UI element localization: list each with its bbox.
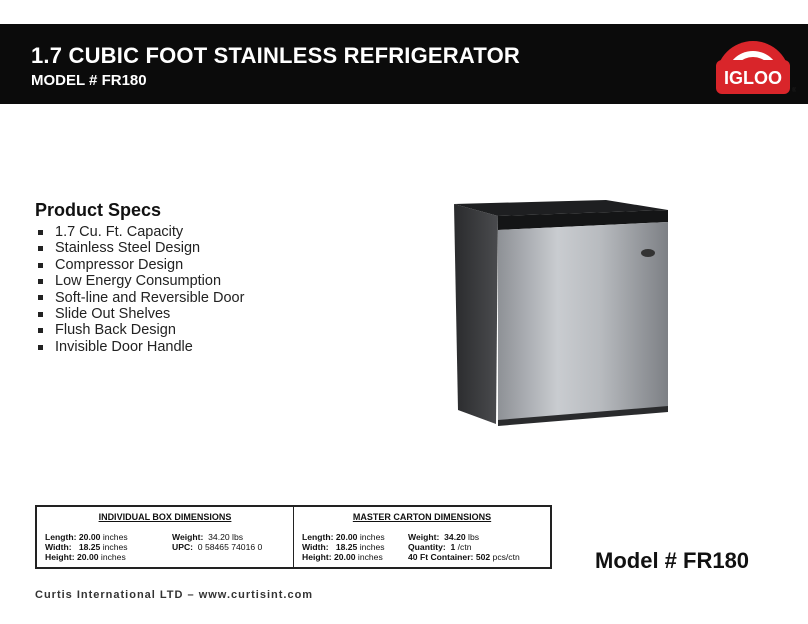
refrigerator-icon: [446, 196, 676, 432]
spec-item: Invisible Door Handle: [36, 339, 244, 355]
footer-text: Curtis International LTD – www.curtisint.com: [35, 589, 314, 601]
header-banner: [0, 24, 808, 104]
bullet-icon: [38, 295, 43, 300]
master-carton-heading: MASTER CARTON DIMENSIONS: [352, 512, 492, 522]
individual-upc: UPC: 0 58465 74016 0: [172, 542, 263, 552]
bullet-icon: [38, 345, 43, 350]
specs-list: [36, 224, 244, 355]
master-container: 40 Ft Container: 502 pcs/ctn: [408, 552, 520, 562]
page-subtitle: MODEL # FR180: [31, 72, 147, 89]
spec-item: Low Energy Consumption: [36, 273, 244, 289]
spec-item: Flush Back Design: [36, 322, 244, 338]
trademark-mark: ®: [792, 88, 796, 94]
spec-item: Compressor Design: [36, 257, 244, 273]
master-width: Width: 18.25 inches: [302, 542, 385, 552]
logo-text: IGLOO: [724, 68, 782, 88]
specs-title: Product Specs: [35, 200, 162, 220]
bullet-icon: [38, 230, 43, 235]
master-carton-panel: [294, 507, 550, 567]
igloo-logo: [710, 8, 796, 94]
model-label: Model # FR180: [595, 548, 750, 573]
dimensions-table: [35, 505, 552, 569]
master-quantity: Quantity: 1 /ctn: [408, 542, 472, 552]
bullet-icon: [38, 246, 43, 251]
individual-length: Length: 20.00 inches: [45, 532, 128, 542]
individual-weight: Weight: 34.20 lbs: [172, 532, 244, 542]
spec-item: 1.7 Cu. Ft. Capacity: [36, 224, 244, 240]
individual-box-panel: [37, 507, 294, 567]
page-title: 1.7 CUBIC FOOT STAINLESS REFRIGERATOR: [31, 43, 520, 68]
individual-box-heading: INDIVIDUAL BOX DIMENSIONS: [98, 512, 232, 522]
master-length: Length: 20.00 inches: [302, 532, 385, 542]
bullet-icon: [38, 312, 43, 317]
spec-item: Stainless Steel Design: [36, 240, 244, 256]
spec-item: Soft-line and Reversible Door: [36, 290, 244, 306]
master-height: Height: 20.00 inches: [302, 552, 383, 562]
bullet-icon: [38, 279, 43, 284]
master-weight: Weight: 34.20 lbs: [408, 532, 480, 542]
bullet-icon: [38, 263, 43, 268]
spec-item: Slide Out Shelves: [36, 306, 244, 322]
individual-height: Height: 20.00 inches: [45, 552, 126, 562]
bullet-icon: [38, 328, 43, 333]
individual-width: Width: 18.25 inches: [45, 542, 128, 552]
